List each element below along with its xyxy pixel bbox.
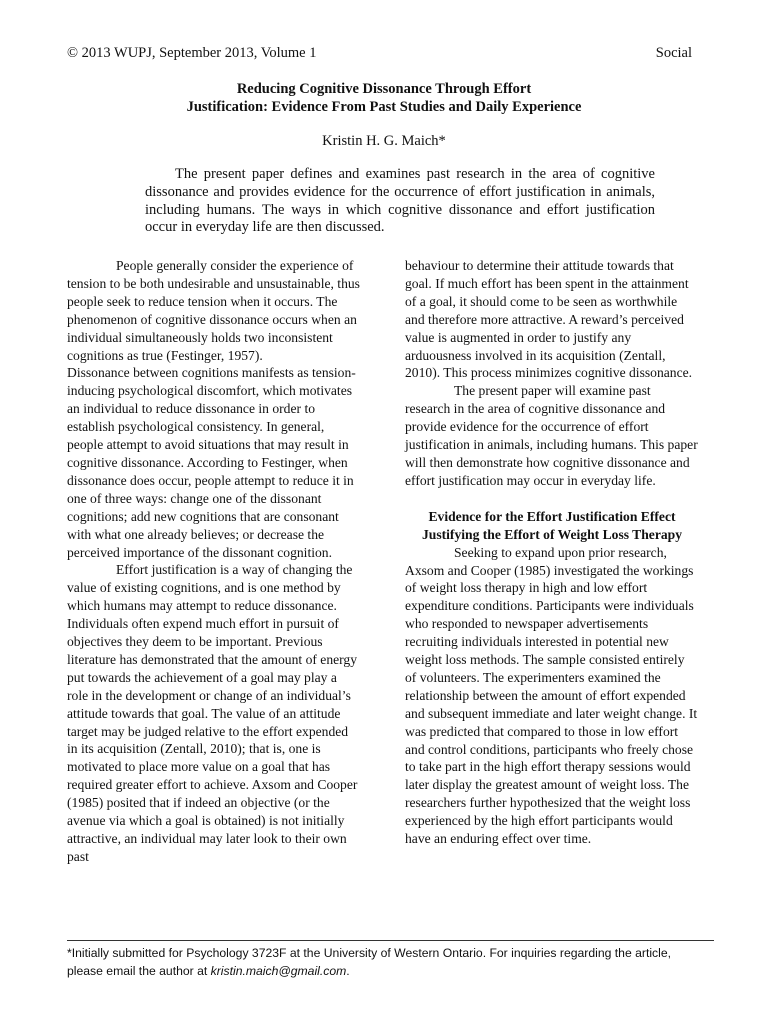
subsection-heading: Justifying the Effort of Weight Loss Therapy [421,526,683,542]
footnote-text: *Initially submitted for Psychology 3723F at the University of Western Ontario. For inquiries regarding the article, please email the author at [67,946,672,978]
left-column [67,257,361,866]
author-email-link[interactable]: kristin.maich@gmail.com [210,963,347,978]
title-line-1: Reducing Cognitive Dissonance Through Effort [236,81,532,97]
paragraph: The present paper will examine past research in the area of cognitive dissonance and provide evidence for the occurrence of effort justification in animals, including humans. This paper will then demonstrate how cognitive dissonance and effort justification may occur in everyday life. [405,383,698,488]
paragraph: behaviour to determine their attitude towards that goal. If much effort has been spent in the attainment of a goal, it should come to be seen as worthwhile and therefore more attractive. A reward’s perceived value is augmented in order to justify any arduousness involved in its acquisition (Zentall, 2010). This process minimizes cognitive dissonance. [405,258,693,381]
footnote-divider [67,940,714,941]
right-column [405,257,699,848]
paper-title [0,80,768,116]
abstract-text: The present paper defines and examines past research in the area of cognitive dissonance and provides evidence for the occurrence of effort justification in animals, including humans. The ways in which cognitive dissonance and effort justification occur in everyday life are then discussed. [145,166,655,236]
paragraph: Effort justification is a way of changing the value of existing cognitions, and is one method by which humans may attempt to reduce dissonance. Individuals often expend much effort in pursuit of objectives they deem to be important. Previous literature has demonstrated that the amount of energy put towards the achievement of a goal may play a role in the development or change of an individual’s attitude towards that goal. The value of an attitude target may be judged relative to the effort expended in its acquisition (Zentall, 2010); that is, one is motivated to place more value on a goal that has required greater effort to achieve. Axsom and Cooper (1985) posited that if indeed an objective (or the avenue via which a goal is obtained) is not initially attractive, an individual may later look to their own past [67,562,358,864]
paragraph: People generally consider the experience of tension to be both undesirable and unsustainable, thus people seek to reduce tension when it occurs. The phenomenon of cognitive dissonance occurs when an individual simultaneously holds two inconsistent cognitions as true (Festinger, 1957). [67,258,360,363]
journal-header: © 2013 WUPJ, September 2013, Volume 1 [67,45,317,61]
footnote [67,945,707,980]
section-heading: Evidence for the Effort Justification Effect [428,508,676,524]
section-label: Social [655,45,692,61]
paragraph: Seeking to expand upon prior research, Axsom and Cooper (1985) investigated the workings of weight loss therapy in high and low effort expenditure conditions. Participants were individuals who responded to newspaper advertisements recruiting individuals interested in potential new weight loss methods. The sample consisted entirely of volunteers. The experimenters examined the relationship between the amount of effort expended and subsequent immediate and later weight change. It was predicted that compared to those in low effort and control conditions, participants who freely chose to take part in the high effort therapy sessions would later display the greatest amount of weight loss. The researchers further hypothesized that the weight loss experienced by the high effort participants would have an enduring effect over time. [405,544,698,847]
paragraph: Dissonance between cognitions manifests as tension-inducing psychological discomfort, which motivates an individual to reduce dissonance in order to establish psychological consistency. In general, people attempt to avoid situations that may result in cognitive dissonance. According to Festinger, when dissonance does occur, people attempt to reduce it in one of three ways: change one of the dissonant cognitions; add new cognitions that are consonant with what one already believes; or decrease the perceived importance of the dissonant cognition. [67,365,356,560]
abstract [145,166,655,237]
title-line-2: Justification: Evidence From Past Studies and Daily Experience [186,99,582,115]
author-name: Kristin H. G. Maich* [322,133,446,149]
footnote-end: . [346,963,350,978]
